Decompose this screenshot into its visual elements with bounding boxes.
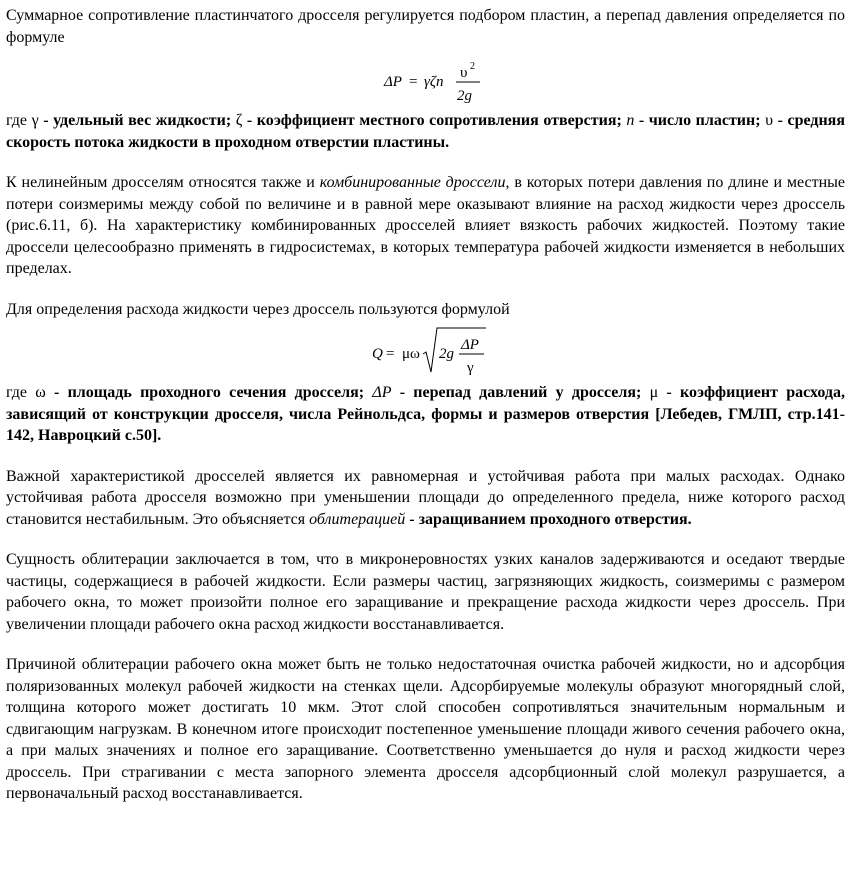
formula2-denominator: γ (467, 360, 474, 376)
formula1-eq: = (409, 74, 418, 90)
symbol-upsilon: υ (765, 112, 774, 129)
symbol-omega: ω (35, 384, 46, 401)
formula-flow-rate-graphic (364, 320, 494, 382)
formula1-lhs: ΔP (384, 74, 402, 90)
paragraph-flow-formula-intro: Для определения расхода жидкости через дроссель пользуются формулой (6, 300, 510, 318)
formula2-root-prefix: 2g (439, 346, 454, 362)
paragraph-intro: Суммарное сопротивление пластинчатого дросселя регулируется подбором пластин, а перепад давления определяется по формуле (6, 7, 845, 46)
paragraph-flow-legend: где ω - площадь проходного сечения дросселя; ΔP - перепад давлений у дросселя; μ - коэффициент расхода, зависящий от конструкции дросселя, числа Рейнольдса, формы и размеров отверстия [Лебедев, ГМЛП, стр.141-142, Навроцкий с.50]. (6, 384, 846, 444)
formula2-lhs: Q (372, 346, 383, 362)
symbol-zeta: ζ (235, 112, 243, 129)
paragraph-pressure-legend: где γ - удельный вес жидкости; ζ - коэффициент местного сопротивления отверстия; n - число пластин; υ - средняя скорость потока жидкости в проходном отверстии пластины. (6, 112, 845, 151)
paragraph-combined-throttles: К нелинейным дросселям относятся также и комбинированные дроссели, в которых потери давления по длине и местные потери соизмеримы между собой по величине и в равной мере оказывают влияние на расход жидкости через дроссель (рис.6.11, б). На характеристику комбинированных дросселей влияет вязкость рабочих жидкостей. Поэтому такие дроссели целесообразно применять в гидросистемах, в которых температура рабочей жидкости изменяется в небольших пределах. (6, 174, 846, 277)
formula2-coef: μω (402, 346, 420, 362)
symbol-mu: μ (649, 384, 659, 401)
formula1-numerator: υ (460, 65, 468, 81)
formula1-denominator: 2g (457, 88, 472, 104)
formula2-eq: = (386, 346, 395, 362)
symbol-gamma: γ (31, 112, 39, 129)
symbol-delta-p: ΔP (372, 384, 392, 401)
formula1-coef: γζn (424, 74, 444, 90)
term-combined-throttles: комбинированные дроссели (319, 174, 506, 191)
formula2-numerator: ΔP (461, 337, 479, 353)
paragraph-stable-operation: Важной характеристикой дросселей является их равномерная и устойчивая работа при малых расходах. Однако устойчивая работа дросселя возможно при уменьшении площади до определенного предела, ниже которого расход становится нестабильным. Это объясняется облитерацией - заращиванием проходного отверстия. (6, 467, 845, 528)
paragraph-obliteration-essence: Сущность облитерации заключается в том, что в микронеровностях узких каналов задерживаются и оседают твердые частицы, содержащиеся в рабочей жидкости. Если размеры частиц, загрязняющих жидкость, соизмеримы с размером рабочего окна, то может произойти полное его заращивание и прекращение расхода жидкости через дроссель. При увеличении площади рабочего окна расход жидкости восстанавливается. (6, 551, 845, 633)
term-obliteration: облитерацией (309, 510, 406, 528)
formula-pressure-drop-graphic (376, 48, 496, 110)
formula-pressure-drop (6, 48, 845, 110)
formula1-numerator-exp: 2 (470, 61, 475, 72)
symbol-n: n (626, 112, 635, 129)
formula-flow-rate (6, 320, 845, 382)
paragraph-obliteration-causes: Причиной облитерации рабочего окна может быть не только недостаточная очистка рабочей жидкости, но и адсорбция поляризованных молекул рабочей жидкости на стенках щели. Адсорбируемые молекулы образуют многорядный слой, толщина которого может достигать 10 мкм. Этот слой способен сопротивляться значительным нормальным и сдвигающим нагрузкам. В конечном итоге происходит постепенное уменьшение площади живого сечения рабочего окна, а при малых значениях и полное его заращивание. Соответственно уменьшается до нуля и расход жидкости через дроссель. При страгивании с места запорного элемента дросселя адсорбционный слой молекул разрушается, а первоначальный расход восстанавливается. (6, 656, 845, 802)
